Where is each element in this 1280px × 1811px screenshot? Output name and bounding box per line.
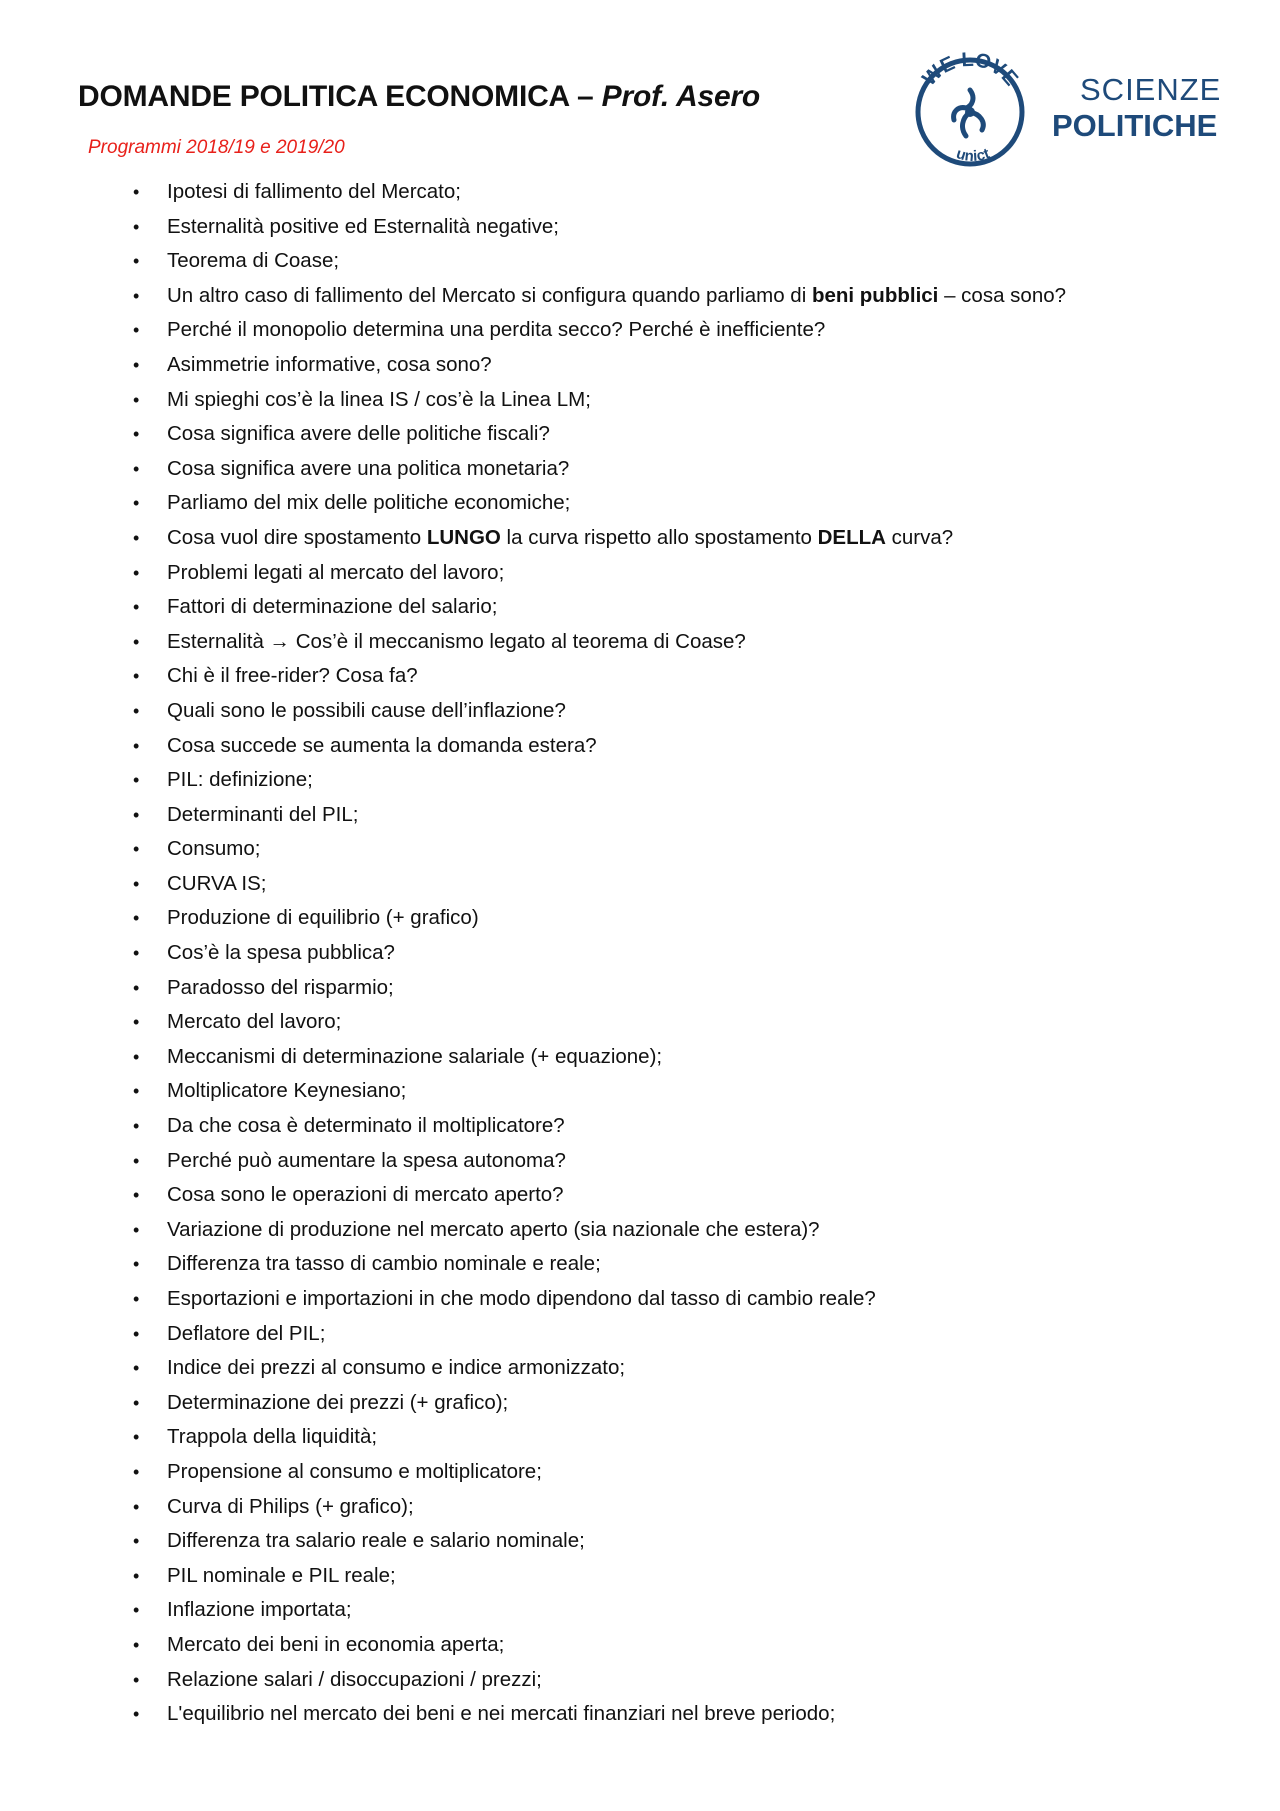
- list-item: [0, 1040, 1066, 1075]
- logo-line1: SCIENZE: [1080, 72, 1222, 107]
- bullet-icon: •: [133, 804, 140, 825]
- bullet-icon: •: [133, 597, 140, 618]
- list-item: [0, 763, 1066, 798]
- question-text: Cos’è la spesa pubblica?: [167, 941, 395, 965]
- bullet-icon: •: [133, 1358, 140, 1379]
- list-item: [0, 729, 1066, 764]
- question-text: Trappola della liquidità;: [167, 1425, 378, 1449]
- question-text: CURVA IS;: [167, 871, 267, 895]
- page-title: [78, 80, 760, 114]
- question-text: Inflazione importata;: [167, 1598, 352, 1622]
- bullet-icon: •: [133, 943, 140, 964]
- list-item: [0, 210, 1066, 245]
- list-item: [0, 348, 1066, 383]
- question-text: Ipotesi di fallimento del Mercato;: [167, 180, 461, 203]
- questions-list: [0, 175, 1066, 1732]
- question-text: Consumo;: [167, 837, 261, 861]
- question-text: Perché può aumentare la spesa autonoma?: [167, 1148, 566, 1172]
- question-emphasis: LUNGO: [426, 525, 501, 549]
- bullet-icon: •: [133, 527, 140, 548]
- bullet-icon: •: [133, 977, 140, 998]
- question-text: Cosa significa avere una politica monetaria?: [167, 456, 570, 480]
- bullet-icon: •: [133, 493, 140, 514]
- bullet-icon: •: [133, 458, 140, 479]
- bullet-icon: •: [133, 1669, 140, 1690]
- question-text: Chi è il free-rider? Cosa fa?: [167, 664, 418, 688]
- bullet-icon: •: [133, 873, 140, 894]
- bullet-icon: •: [133, 908, 140, 929]
- list-item: [0, 798, 1066, 833]
- bullet-icon: •: [133, 354, 140, 375]
- question-text: curva?: [885, 525, 954, 549]
- bullet-icon: •: [133, 770, 140, 791]
- question-text: L'equilibrio nel mercato dei beni e nei mercati finanziari nel breve periodo;: [167, 1702, 836, 1726]
- question-text: Moltiplicatore Keynesiano;: [167, 1079, 407, 1103]
- bullet-icon: •: [133, 666, 140, 687]
- list-item: [0, 1386, 1066, 1421]
- bullet-icon: •: [133, 1254, 140, 1275]
- question-text: Asimmetrie informative, cosa sono?: [167, 352, 492, 376]
- question-text: Determinanti del PIL;: [167, 802, 359, 826]
- bullet-icon: •: [133, 1600, 140, 1621]
- list-item: [0, 417, 1066, 452]
- svg-text:WE LOVE: [918, 50, 1022, 90]
- bullet-icon: •: [133, 1116, 140, 1137]
- bullet-icon: •: [133, 1461, 140, 1482]
- question-text: la curva rispetto allo spostamento: [500, 525, 818, 549]
- question-text: Deflatore del PIL;: [167, 1321, 326, 1345]
- question-text: Paradosso del risparmio;: [167, 975, 394, 999]
- bullet-icon: •: [133, 1289, 140, 1309]
- bullet-icon: •: [133, 285, 140, 306]
- question-text: Cosa succede se aumenta la domanda estera?: [167, 733, 597, 757]
- bullet-icon: •: [133, 1531, 140, 1552]
- list-item: [0, 175, 1066, 210]
- question-text: PIL nominale e PIL reale;: [167, 1563, 396, 1587]
- question-text: Differenza tra salario reale e salario nominale;: [167, 1529, 585, 1553]
- list-item: [0, 1524, 1066, 1559]
- logo-arc-text: WE LOVE: [918, 50, 1023, 91]
- question-emphasis: beni pubblici: [811, 283, 939, 307]
- question-text: Indice dei prezzi al consumo e indice armonizzato;: [167, 1356, 626, 1380]
- bullet-icon: •: [133, 1185, 140, 1206]
- list-item: [0, 1663, 1066, 1698]
- list-item: [0, 1005, 1066, 1040]
- list-item: [0, 590, 1066, 625]
- list-item: [0, 486, 1066, 521]
- question-text: Cosa significa avere delle politiche fiscali?: [167, 422, 550, 446]
- bullet-icon: •: [133, 700, 140, 721]
- bullet-icon: •: [133, 182, 140, 202]
- title-professor: Prof. Asero: [601, 80, 761, 113]
- list-item: [0, 901, 1066, 936]
- list-item: [0, 659, 1066, 694]
- logo-line2: POLITICHE: [1052, 108, 1218, 143]
- list-item: [0, 521, 1066, 556]
- trinacria-emblem-icon: [910, 50, 1030, 170]
- list-item: [0, 694, 1066, 729]
- bullet-icon: •: [133, 389, 140, 410]
- bullet-icon: •: [133, 1427, 140, 1448]
- list-item: [0, 1351, 1066, 1386]
- question-text: Propensione al consumo e moltiplicatore;: [167, 1459, 542, 1483]
- bullet-icon: •: [133, 1392, 140, 1413]
- question-text: Esternalità → Cos’è il meccanismo legato al teorema di Coase?: [167, 629, 746, 653]
- list-item: [0, 1317, 1066, 1352]
- bullet-icon: •: [133, 216, 140, 237]
- bullet-icon: •: [133, 1565, 140, 1586]
- question-text: Da che cosa è determinato il moltiplicatore?: [167, 1114, 565, 1138]
- question-text: – cosa sono?: [938, 283, 1067, 307]
- bullet-icon: •: [133, 1496, 140, 1517]
- list-item: [0, 1420, 1066, 1455]
- list-item: [0, 1144, 1066, 1179]
- list-item: [0, 1455, 1066, 1490]
- list-item: [0, 1697, 1066, 1732]
- bullet-icon: •: [133, 424, 140, 445]
- question-text: PIL: definizione;: [167, 768, 313, 792]
- list-item: [0, 279, 1066, 314]
- bullet-icon: •: [133, 1323, 140, 1344]
- bullet-icon: •: [133, 839, 140, 860]
- svg-text:unict: [954, 145, 992, 165]
- question-text: Mercato del lavoro;: [167, 1010, 342, 1034]
- bullet-icon: •: [133, 1704, 140, 1725]
- question-text: Variazione di produzione nel mercato aperto (sia nazionale che estera)?: [167, 1217, 820, 1241]
- question-text: Cosa vuol dire spostamento: [167, 525, 427, 549]
- question-text: Esportazioni e importazioni in che modo dipendono dal tasso di cambio reale?: [167, 1287, 876, 1310]
- question-text: Differenza tra tasso di cambio nominale e reale;: [167, 1252, 601, 1276]
- question-text: Produzione di equilibrio (+ grafico): [167, 906, 479, 930]
- bullet-icon: •: [133, 1150, 140, 1171]
- bullet-icon: •: [133, 735, 140, 756]
- bullet-icon: •: [133, 1081, 140, 1102]
- list-item: [0, 556, 1066, 591]
- bullet-icon: •: [133, 1046, 140, 1067]
- question-text: Meccanismi di determinazione salariale (+ equazione);: [167, 1044, 663, 1068]
- list-item: [0, 452, 1066, 487]
- question-text: Quali sono le possibili cause dell’inflazione?: [167, 698, 566, 722]
- question-text: Mercato dei beni in economia aperta;: [167, 1632, 505, 1656]
- question-text: Teorema di Coase;: [167, 249, 340, 273]
- list-item: [0, 244, 1066, 279]
- question-text: Problemi legati al mercato del lavoro;: [167, 560, 505, 584]
- list-item: [0, 383, 1066, 418]
- logo-bottom-text: unict: [954, 145, 992, 166]
- list-item: [0, 1593, 1066, 1628]
- list-item: [0, 625, 1066, 660]
- list-item: [0, 1074, 1066, 1109]
- page-subtitle: Programmi 2018/19 e 2019/20: [88, 137, 345, 158]
- list-item: [0, 1213, 1066, 1248]
- list-item: [0, 1282, 1066, 1317]
- question-text: Determinazione dei prezzi (+ grafico);: [167, 1390, 509, 1414]
- list-item: [0, 1178, 1066, 1213]
- question-text: Curva di Philips (+ grafico);: [167, 1494, 414, 1518]
- question-text: Fattori di determinazione del salario;: [167, 595, 498, 619]
- list-item: [0, 971, 1066, 1006]
- question-text: Esternalità positive ed Esternalità negative;: [167, 214, 560, 238]
- question-text: Cosa sono le operazioni di mercato aperto?: [167, 1183, 564, 1207]
- list-item: [0, 832, 1066, 867]
- question-text: Un altro caso di fallimento del Mercato si configura quando parliamo di: [167, 283, 812, 307]
- bullet-icon: •: [133, 251, 140, 272]
- bullet-icon: •: [133, 1634, 140, 1655]
- question-text: Parliamo del mix delle politiche economiche;: [167, 491, 571, 515]
- list-item: [0, 867, 1066, 902]
- bullet-icon: •: [133, 1012, 140, 1033]
- bullet-icon: •: [133, 1219, 140, 1240]
- list-item: [0, 1490, 1066, 1525]
- question-emphasis: DELLA: [817, 525, 886, 549]
- title-main: DOMANDE POLITICA ECONOMICA –: [78, 80, 602, 113]
- list-item: [0, 1109, 1066, 1144]
- question-text: Perché il monopolio determina una perdita secco? Perché è inefficiente?: [167, 318, 826, 342]
- bullet-icon: •: [133, 562, 140, 583]
- list-item: [0, 936, 1066, 971]
- list-item: [0, 1559, 1066, 1594]
- list-item: [0, 1247, 1066, 1282]
- bullet-icon: •: [133, 631, 140, 652]
- bullet-icon: •: [133, 320, 140, 341]
- question-text: Mi spieghi cos’è la linea IS / cos’è la Linea LM;: [167, 387, 591, 411]
- list-item: [0, 313, 1066, 348]
- question-text: Relazione salari / disoccupazioni / prezzi;: [167, 1667, 542, 1691]
- list-item: [0, 1628, 1066, 1663]
